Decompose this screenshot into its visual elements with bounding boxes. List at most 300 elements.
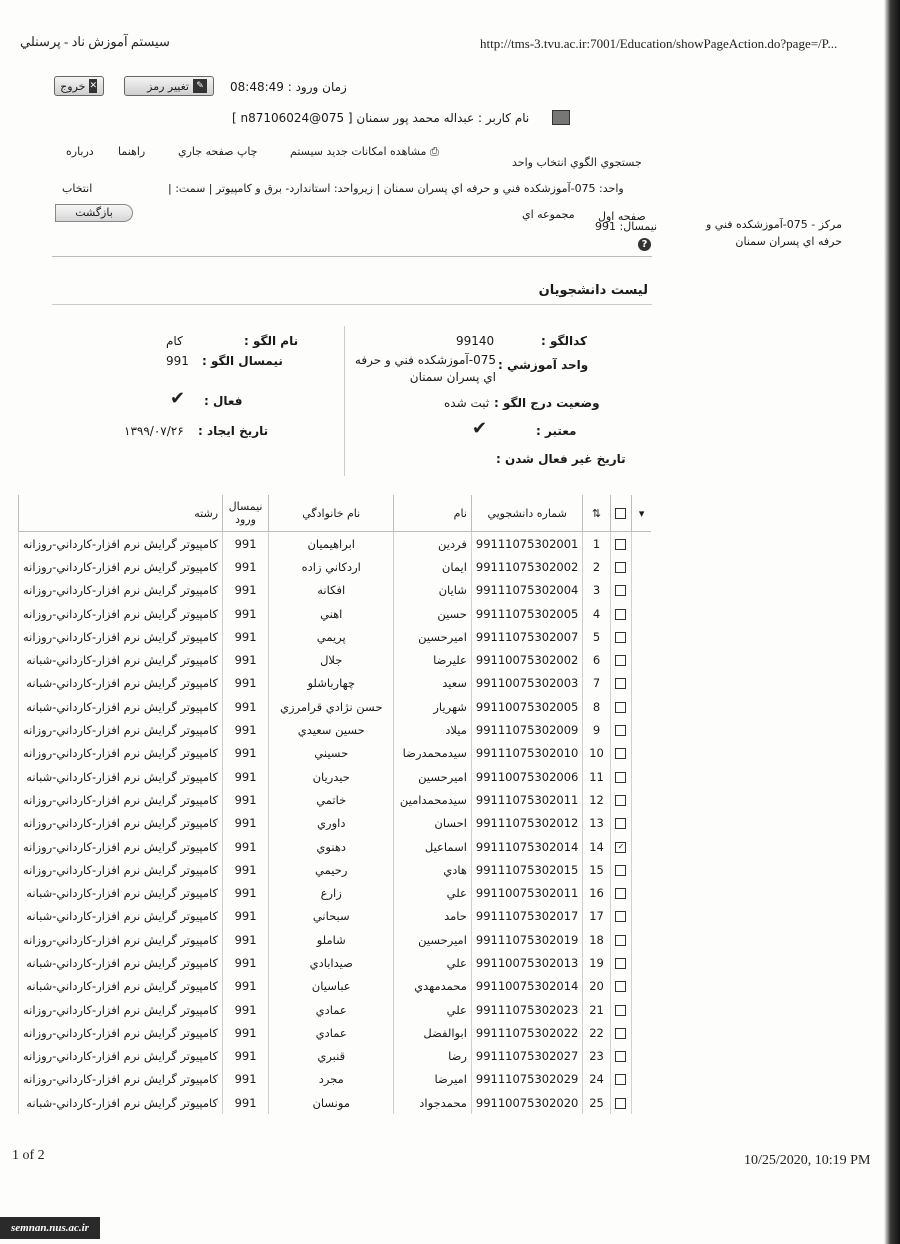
entry-semester: 991 [223,602,269,625]
inactive-date-label: تاريخ غير فعال شدن : [496,452,626,466]
row-checkbox[interactable] [610,1045,632,1068]
family-name: افكانه [269,579,394,602]
row-checkbox[interactable] [610,835,632,858]
checkbox[interactable]: ✓ [615,842,626,853]
entry-semester: 991 [223,1021,269,1044]
table-row[interactable] [19,579,652,602]
checkbox[interactable] [615,865,626,876]
entry-semester: 991 [223,835,269,858]
section-title: ليست دانشجويان [538,283,648,298]
checkbox[interactable] [615,609,626,620]
family-name: مجرد [269,1068,394,1091]
menu-new-features-label: مشاهده امكانات جديد سيستم [290,145,427,158]
row-checkbox[interactable] [610,788,632,811]
checkbox[interactable] [615,1074,626,1085]
row-checkbox[interactable] [610,648,632,671]
row-number: 9 [583,718,610,741]
table-row[interactable] [19,695,652,718]
table-row[interactable] [19,602,652,625]
student-id: 99110075302013 [471,951,582,974]
checkbox[interactable] [615,1005,626,1016]
menu-print-page[interactable]: چاپ صفحه جاري [178,145,258,158]
student-id: 99111075302004 [471,579,582,602]
student-id: 99110075302006 [471,765,582,788]
print-url: http://tms-3.tvu.ac.ir:7001/Education/showPageAction.do?page=/P... [480,36,838,51]
row-checkbox[interactable] [610,1021,632,1044]
family-name: خاتمي [269,788,394,811]
checkbox[interactable] [615,1028,626,1039]
table-body [19,532,652,1115]
checkbox[interactable] [615,725,626,736]
pattern-name-value: كام [166,334,183,348]
family-name: مونسان [269,1091,394,1114]
family-name: حسيني [269,742,394,765]
entry-semester: 991 [223,695,269,718]
semester-label: نيمسال: [619,220,658,233]
row-number: 4 [583,602,610,625]
valid-check-icon: ✔ [472,418,488,439]
first-name: احسان [394,812,472,835]
entry-semester: 991 [223,1045,269,1068]
student-id: 99111075302001 [471,532,582,556]
column-menu-icon[interactable]: ▾ [632,495,651,532]
row-number: 16 [583,881,610,904]
header-first-name[interactable]: نام [394,495,472,532]
row-number: 14 [583,835,610,858]
checkbox[interactable] [615,632,626,643]
entry-semester: 991 [223,555,269,578]
login-time-label: زمان ورود : [287,80,347,94]
row-checkbox[interactable] [610,1091,632,1114]
unit-label: واحد آموزشي : [498,358,589,372]
user-info [232,111,529,125]
user-value: عبداله محمد پور سمنان [ n87106024@075 ] [232,111,475,125]
field-of-study: كامپيوتر گرايش نرم افزار-كارداني-روزانه [19,928,223,951]
table-row[interactable] [19,718,652,741]
print-title: سیستم آموزش ناد - پرسنلي [20,34,170,49]
checkbox[interactable] [615,818,626,829]
header-entry-semester[interactable]: نيمسال ورود [223,495,269,532]
checkbox[interactable] [615,585,626,596]
row-spacer [632,1091,651,1114]
row-number: 12 [583,788,610,811]
exit-label: خروج [60,79,86,93]
checkbox[interactable] [615,981,626,992]
checkbox[interactable] [615,655,626,666]
field-of-study: كامپيوتر گرايش نرم افزار-كارداني-روزانه [19,625,223,648]
entry-semester: 991 [223,672,269,695]
field-of-study: كامپيوتر گرايش نرم افزار-كارداني-روزانه [19,602,223,625]
family-name: عمادي [269,1021,394,1044]
row-checkbox[interactable] [610,555,632,578]
row-number: 7 [583,672,610,695]
row-number: 17 [583,905,610,928]
family-name: صيدابادي [269,951,394,974]
family-name: عباسيان [269,975,394,998]
student-id: 99111075302022 [471,1021,582,1044]
edit-icon: ✎ [193,79,207,93]
back-button[interactable]: بازگشت [55,204,133,222]
context-unit: واحد: 075-آموزشكده فني و حرفه اي پسران سمنان | زيرواحد: استاندارد- برق و كامپيوتر | سمت: | [168,182,624,195]
row-spacer [632,858,651,881]
field-of-study: كامپيوتر گرايش نرم افزار-كارداني-شبانه [19,951,223,974]
table-row[interactable] [19,1021,652,1044]
row-checkbox[interactable] [610,905,632,928]
first-name: علي [394,951,472,974]
table-row[interactable] [19,835,652,858]
row-number: 6 [583,648,610,671]
row-number: 13 [583,812,610,835]
family-name: جلال [269,648,394,671]
entry-semester: 991 [223,858,269,881]
student-id: 99111075302007 [471,625,582,648]
entry-semester: 991 [223,579,269,602]
first-name: اميرحسين [394,928,472,951]
first-name: محمدمهدي [394,975,472,998]
active-label: فعال : [204,394,243,408]
first-name: علي [394,998,472,1021]
row-number: 1 [583,532,610,556]
field-of-study: كامپيوتر گرايش نرم افزار-كارداني-روزانه [19,742,223,765]
entry-semester: 991 [223,625,269,648]
student-id: 99111075302012 [471,812,582,835]
checkbox[interactable] [615,1098,626,1109]
family-name: ابراهيميان [269,532,394,556]
first-name: اميرحسين [394,765,472,788]
field-of-study: كامپيوتر گرايش نرم افزار-كارداني-روزانه [19,1021,223,1044]
entry-semester: 991 [223,928,269,951]
field-of-study: كامپيوتر گرايش نرم افزار-كارداني-روزانه [19,858,223,881]
checkbox[interactable] [615,678,626,689]
pattern-semester-label: نيمسال الگو : [202,354,283,368]
row-number: 21 [583,998,610,1021]
entry-semester: 991 [223,765,269,788]
row-spacer [632,788,651,811]
row-number: 18 [583,928,610,951]
field-of-study: كامپيوتر گرايش نرم افزار-كارداني-روزانه [19,555,223,578]
table-row[interactable] [19,555,652,578]
student-id: 99110075302014 [471,975,582,998]
status-value: ثبت شده [444,396,490,410]
row-spacer [632,1068,651,1091]
row-spacer [632,1021,651,1044]
row-checkbox[interactable] [610,579,632,602]
entry-semester: 991 [223,975,269,998]
row-number: 22 [583,1021,610,1044]
exit-icon: ✕ [89,81,97,91]
row-number: 15 [583,858,610,881]
row-number: 19 [583,951,610,974]
user-label: نام كاربر : [478,111,530,125]
student-id: 99111075302009 [471,718,582,741]
first-name: سعيد [394,672,472,695]
first-name: محمدجواد [394,1091,472,1114]
first-name: شهريار [394,695,472,718]
login-time [230,80,347,94]
row-spacer [632,928,651,951]
family-name: رحيمي [269,858,394,881]
row-spacer [632,648,651,671]
entry-semester: 991 [223,998,269,1021]
checkbox[interactable] [615,958,626,969]
family-name: حسن نژادي قرامرزي [269,695,394,718]
mail-icon[interactable] [552,110,570,125]
first-name: ايمان [394,555,472,578]
row-checkbox[interactable] [610,532,632,556]
table-row[interactable] [19,1068,652,1091]
pattern-semester-value: 991 [166,354,189,368]
unit-value: 075-آموزشكده فني و حرفه اي پسران سمنان [354,353,496,384]
table-row[interactable] [19,812,652,835]
family-name: زارع [269,881,394,904]
table-row[interactable] [19,998,652,1021]
field-of-study: كامپيوتر گرايش نرم افزار-كارداني-روزانه [19,835,223,858]
table-row[interactable] [19,858,652,881]
first-name: حسين [394,602,472,625]
table-header-row [19,495,652,532]
row-spacer [632,951,651,974]
row-checkbox[interactable] [610,998,632,1021]
field-of-study: كامپيوتر گرايش نرم افزار-كارداني-روزانه [19,788,223,811]
table-row[interactable] [19,765,652,788]
table-row[interactable] [19,881,652,904]
table-row[interactable] [19,672,652,695]
student-id: 99110075302002 [471,648,582,671]
student-id: 99111075302027 [471,1045,582,1068]
login-time-value: 08:48:49 [230,80,284,94]
exit-button[interactable] [54,76,104,96]
student-id: 99110075302020 [471,1091,582,1114]
print-datetime: 10/25/2020, 10:19 PM [744,1153,871,1168]
row-spacer [632,555,651,578]
table-row[interactable] [19,905,652,928]
field-of-study: كامپيوتر گرايش نرم افزار-كارداني-روزانه [19,1045,223,1068]
first-name: سيدمحمدامين [394,788,472,811]
checkbox[interactable] [615,702,626,713]
table-row[interactable] [19,625,652,648]
change-password-button[interactable] [124,76,214,96]
divider [52,256,652,257]
field-of-study: كامپيوتر گرايش نرم افزار-كارداني-شبانه [19,975,223,998]
row-number: 3 [583,579,610,602]
row-checkbox[interactable] [610,742,632,765]
help-icon[interactable]: ? [638,238,651,251]
field-of-study: كامپيوتر گرايش نرم افزار-كارداني-شبانه [19,695,223,718]
created-date-value: ۱۳۹۹/۰۷/۲۶ [124,424,184,438]
table-row[interactable] [19,1091,652,1114]
student-id: 99111075302029 [471,1068,582,1091]
row-spacer [632,835,651,858]
row-checkbox[interactable] [610,602,632,625]
first-name: رضا [394,1045,472,1068]
student-id: 99110075302005 [471,695,582,718]
field-of-study: كامپيوتر گرايش نرم افزار-كارداني-روزانه [19,812,223,835]
row-checkbox[interactable] [610,1068,632,1091]
checkbox[interactable] [615,935,626,946]
family-name: دهنوي [269,835,394,858]
status-label: وضعيت درج الگو : [494,396,600,410]
menu-search-pattern[interactable]: جستجوي الگوي انتخاب واحد [512,156,642,169]
row-checkbox[interactable] [610,672,632,695]
row-number: 10 [583,742,610,765]
field-of-study: كامپيوتر گرايش نرم افزار-كارداني-روزانه [19,1068,223,1091]
row-spacer [632,998,651,1021]
students-table [18,495,651,1114]
first-name: عليرضا [394,648,472,671]
row-number: 11 [583,765,610,788]
family-name: پريمي [269,625,394,648]
created-date-label: تاريخ ايجاد : [198,424,269,438]
field-of-study: كامپيوتر گرايش نرم افزار-كارداني-روزانه [19,579,223,602]
student-id: 99111075302023 [471,998,582,1021]
row-number: 5 [583,625,610,648]
family-name: چهارباشلو [269,672,394,695]
row-checkbox[interactable] [610,718,632,741]
row-checkbox[interactable] [610,765,632,788]
active-check-icon: ✔ [170,388,186,409]
row-number: 24 [583,1068,610,1091]
row-spacer [632,695,651,718]
first-name: حامد [394,905,472,928]
code-value: 99140 [456,334,495,348]
student-id: 99111075302011 [471,788,582,811]
family-name: اهني [269,602,394,625]
semester-value: 991 [595,220,616,233]
table-row[interactable] [19,532,652,556]
row-spacer [632,532,651,556]
row-spacer [632,602,651,625]
family-name: عمادي [269,998,394,1021]
first-name: شايان [394,579,472,602]
print-icon: ⎙ [429,145,439,158]
select-all-checkbox[interactable] [610,495,632,532]
menu-help[interactable]: راهنما [118,145,146,158]
first-name: هادي [394,858,472,881]
first-name: اميرضا [394,1068,472,1091]
first-name: اسماعيل [394,835,472,858]
row-spacer [632,812,651,835]
row-checkbox[interactable] [610,881,632,904]
breadcrumb-group[interactable]: مجموعه اي [522,208,575,221]
entry-semester: 991 [223,788,269,811]
row-checkbox[interactable] [610,975,632,998]
first-name: علي [394,881,472,904]
student-id: 99111075302017 [471,905,582,928]
student-id: 99111075302019 [471,928,582,951]
checkbox[interactable] [615,888,626,899]
scan-edge-shadow [884,0,900,1244]
entry-semester: 991 [223,905,269,928]
pattern-name-label: نام الگو : [244,334,299,348]
table-row[interactable] [19,742,652,765]
row-checkbox[interactable] [610,858,632,881]
menu-about[interactable]: درباره [66,145,94,158]
row-spacer [632,718,651,741]
checkbox[interactable] [615,795,626,806]
row-spacer [632,1045,651,1068]
row-checkbox[interactable] [610,812,632,835]
center-info: مركز - 075-آموزشكده فني و حرفه اي پسران سمنان [705,218,842,248]
family-name: شاملو [269,928,394,951]
row-checkbox[interactable] [610,928,632,951]
first-name: ابوالفضل [394,1021,472,1044]
checkbox[interactable] [615,539,626,550]
field-of-study: كامپيوتر گرايش نرم افزار-كارداني-شبانه [19,765,223,788]
field-of-study: كامپيوتر گرايش نرم افزار-كارداني-شبانه [19,905,223,928]
entry-semester: 991 [223,742,269,765]
row-spacer [632,765,651,788]
entry-semester: 991 [223,881,269,904]
entry-semester: 991 [223,1068,269,1091]
table-row[interactable] [19,951,652,974]
row-number: 23 [583,1045,610,1068]
header-student-id[interactable]: شماره دانشجويي [471,495,582,532]
sort-icon[interactable]: ⇅ [583,495,610,532]
field-of-study: كامپيوتر گرايش نرم افزار-كارداني-شبانه [19,1091,223,1114]
first-name: سيدمحمدرضا [394,742,472,765]
student-id: 99111075302015 [471,858,582,881]
info-divider [344,326,345,476]
row-checkbox[interactable] [610,625,632,648]
semester-indicator [595,220,657,233]
checkbox[interactable] [615,911,626,922]
checkbox[interactable] [615,772,626,783]
header-field[interactable]: رشته [19,495,223,532]
entry-semester: 991 [223,951,269,974]
context-select-link[interactable]: انتخاب [62,182,93,195]
row-spacer [632,672,651,695]
code-label: كدالگو : [541,334,588,348]
family-name: حيدريان [269,765,394,788]
field-of-study: كامپيوتر گرايش نرم افزار-كارداني-شبانه [19,672,223,695]
table-row[interactable] [19,928,652,951]
row-number: 8 [583,695,610,718]
table-row[interactable] [19,648,652,671]
field-of-study: كامپيوتر گرايش نرم افزار-كارداني-روزانه [19,998,223,1021]
field-of-study: كامپيوتر گرايش نرم افزار-كارداني-روزانه [19,532,223,556]
row-number: 25 [583,1091,610,1114]
header-family-name[interactable]: نام خانوادگي [269,495,394,532]
row-checkbox[interactable] [610,695,632,718]
change-password-label: تغيير رمز [147,79,189,93]
checkbox[interactable] [615,748,626,759]
checkbox[interactable] [615,1051,626,1062]
row-spacer [632,905,651,928]
row-checkbox[interactable] [610,951,632,974]
table-row[interactable] [19,975,652,998]
row-spacer [632,975,651,998]
first-name: ميلاد [394,718,472,741]
entry-semester: 991 [223,718,269,741]
breadcrumb-first[interactable]: صفحه اول [598,210,646,223]
checkbox[interactable] [615,562,626,573]
table-row[interactable] [19,1045,652,1068]
entry-semester: 991 [223,1091,269,1114]
entry-semester: 991 [223,648,269,671]
family-name: اردكاني زاده [269,555,394,578]
row-spacer [632,579,651,602]
field-of-study: كامپيوتر گرايش نرم افزار-كارداني-روزانه [19,718,223,741]
student-id: 99110075302011 [471,881,582,904]
table-row[interactable] [19,788,652,811]
student-id: 99111075302002 [471,555,582,578]
menu-new-features[interactable] [290,145,439,159]
row-spacer [632,625,651,648]
watermark-badge: semnan.nus.ac.ir [0,1217,100,1239]
student-id: 99111075302014 [471,835,582,858]
first-name: اميرحسين [394,625,472,648]
entry-semester: 991 [223,532,269,556]
